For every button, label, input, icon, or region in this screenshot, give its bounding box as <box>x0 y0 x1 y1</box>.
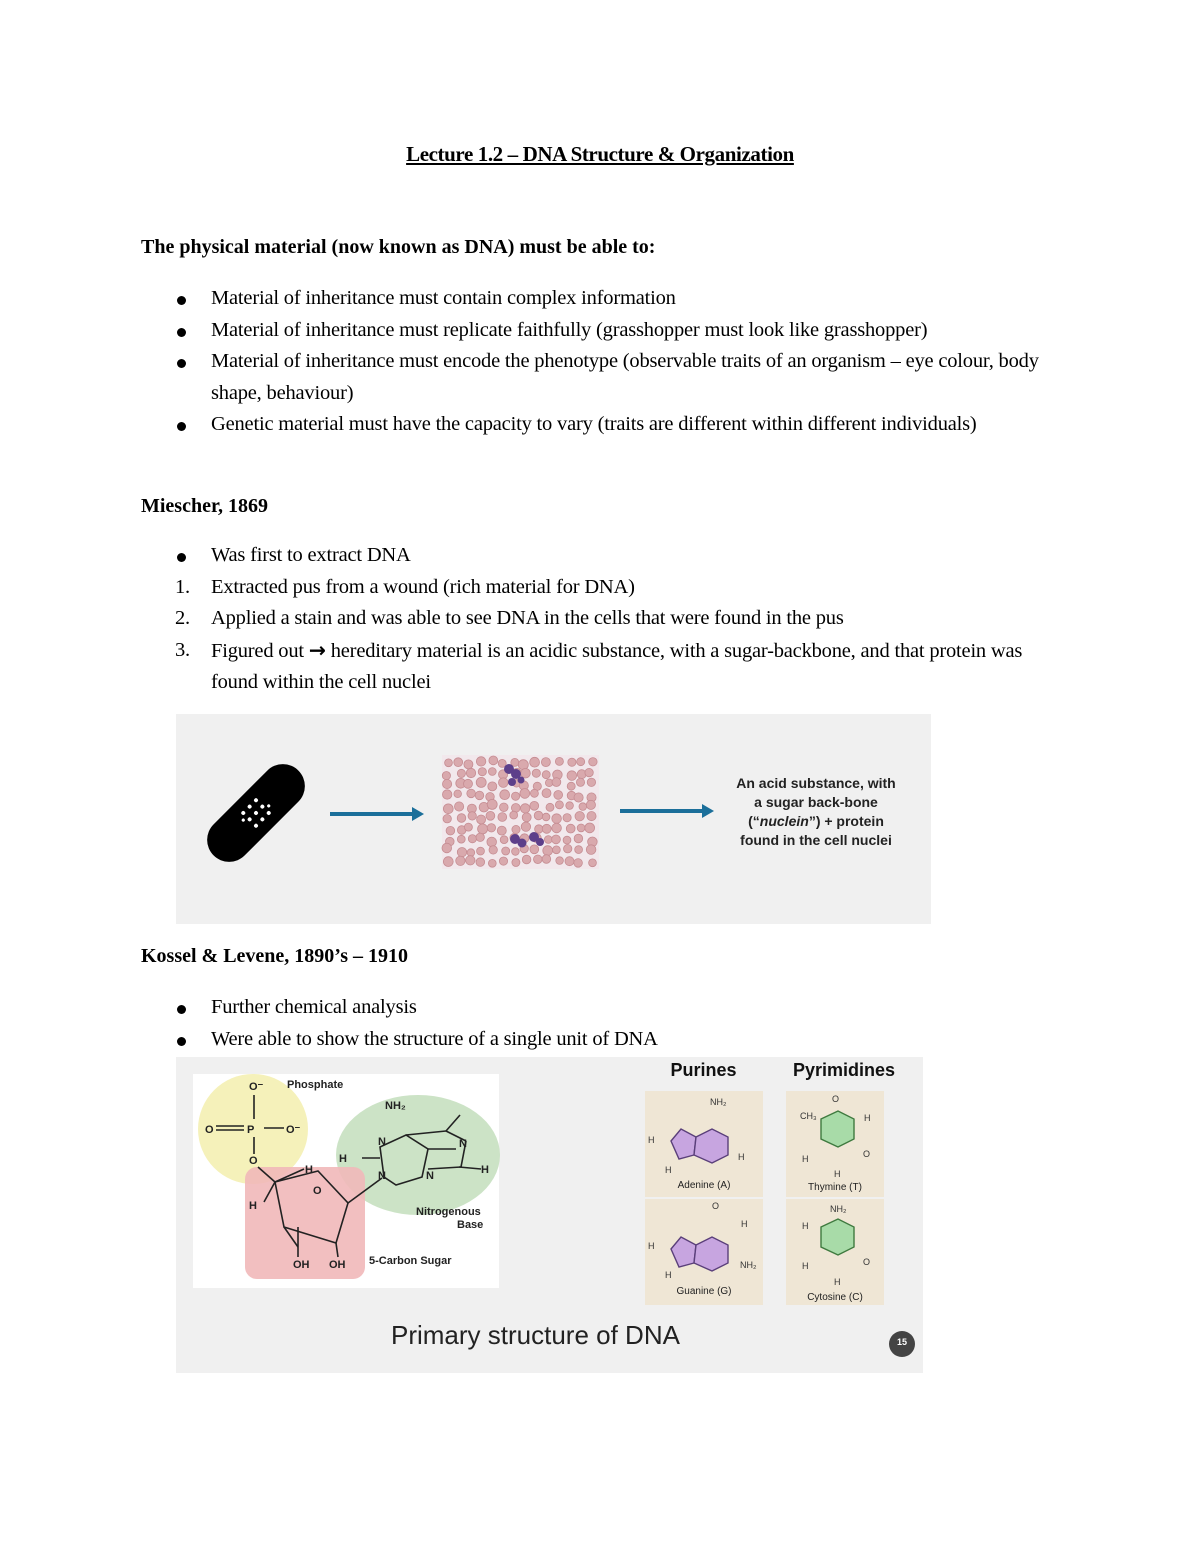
atom-label: O <box>863 1257 871 1267</box>
pyrimidines-label: Pyrimidines <box>792 1060 896 1080</box>
red-blood-cell <box>442 843 452 853</box>
bullet-icon <box>177 328 186 337</box>
red-blood-cell <box>476 757 485 766</box>
red-blood-cell <box>443 804 453 814</box>
arrow-right-icon <box>330 807 424 821</box>
atom-label: CH₃ <box>800 1111 817 1121</box>
red-blood-cell <box>542 789 551 798</box>
red-blood-cell <box>476 833 484 841</box>
bullet-icon <box>177 553 186 562</box>
red-blood-cell <box>535 825 543 833</box>
cytosine-label: Cytosine (C) <box>807 1292 863 1303</box>
phosphate-label: Phosphate <box>287 1079 344 1091</box>
red-blood-cell <box>553 846 561 854</box>
red-blood-cell <box>534 855 543 864</box>
red-blood-cell <box>552 823 562 833</box>
miescher-list <box>141 540 1071 699</box>
atom-label: O <box>863 1149 871 1159</box>
atom-label: H <box>648 1135 655 1145</box>
bullet-icon <box>177 359 186 368</box>
atom-label: NH₂ <box>385 1100 406 1112</box>
atom-label: H <box>802 1221 809 1231</box>
red-blood-cell <box>566 824 575 833</box>
list-item: Material of inheritance must encode the phenotype (observable traits of an organism – eye colour, body shape, behaviour) <box>141 346 1071 409</box>
atom-label: N <box>459 1138 467 1150</box>
red-blood-cell <box>544 836 552 844</box>
dna-structure-figure <box>176 1057 923 1373</box>
atom-label: NH₂ <box>710 1097 727 1107</box>
red-blood-cell <box>586 800 595 809</box>
red-blood-cell <box>574 793 583 802</box>
red-blood-cell <box>466 856 475 865</box>
requirements-list <box>141 283 1071 441</box>
page-title: Lecture 1.2 – DNA Structure & Organization <box>406 142 794 166</box>
red-blood-cell <box>454 790 462 798</box>
red-blood-cell <box>567 771 577 781</box>
red-blood-cell <box>575 812 584 821</box>
red-blood-cell <box>589 859 597 867</box>
atom-label: O⁻ <box>249 1081 264 1093</box>
atom-label: H <box>481 1164 489 1176</box>
red-blood-cell <box>542 771 550 779</box>
red-blood-cell <box>445 759 453 767</box>
red-blood-cell <box>565 857 574 866</box>
atom-label: H <box>665 1165 672 1175</box>
atom-label: O <box>712 1201 720 1211</box>
red-blood-cell <box>500 790 510 800</box>
section-heading-kossel-levene: Kossel & Levene, 1890’s – 1910 <box>141 945 409 967</box>
atom-label: H <box>834 1277 841 1287</box>
red-blood-cell <box>530 845 539 854</box>
red-blood-cell <box>486 811 495 820</box>
red-blood-cell <box>520 789 530 799</box>
red-blood-cell <box>521 822 530 831</box>
red-blood-cell <box>567 782 575 790</box>
red-blood-cell <box>563 814 571 822</box>
miescher-caption: An acid substance, with a sugar back-bone (“nuclein”) + protein found in the cell nuclei <box>736 775 896 848</box>
atom-label: O <box>249 1155 258 1167</box>
bullet-icon <box>177 1005 186 1014</box>
red-blood-cell <box>577 824 585 832</box>
red-blood-cell <box>585 768 593 776</box>
red-blood-cell <box>512 848 520 856</box>
list-item: Genetic material must have the capacity to vary (traits are different within different individuals) <box>141 409 1071 441</box>
red-blood-cell <box>443 815 451 823</box>
list-item: Further chemical analysis <box>141 992 1071 1024</box>
red-blood-cell <box>522 855 531 864</box>
red-blood-cell <box>443 857 453 867</box>
red-blood-cell <box>502 847 510 855</box>
atom-label: H <box>648 1241 655 1251</box>
red-blood-cell <box>454 758 463 767</box>
red-blood-cell <box>488 782 497 791</box>
red-blood-cell <box>467 789 476 798</box>
red-blood-cell <box>488 859 496 867</box>
atom-label: O <box>832 1094 840 1104</box>
red-blood-cell <box>464 823 472 831</box>
atom-label: NH₂ <box>740 1260 757 1270</box>
red-blood-cell <box>542 824 551 833</box>
red-blood-cell <box>512 792 520 800</box>
list-item: Material of inheritance must replicate faithfully (grasshopper must look like grasshopper) <box>141 315 1071 347</box>
red-blood-cell <box>478 768 486 776</box>
red-blood-cell <box>477 815 486 824</box>
red-blood-cell <box>522 813 531 822</box>
red-blood-cell <box>521 804 530 813</box>
red-blood-cell <box>446 826 455 835</box>
atom-label: H <box>738 1152 745 1162</box>
red-blood-cell <box>568 758 576 766</box>
adenine-label: Adenine (A) <box>677 1180 731 1191</box>
atom-label: NH₂ <box>830 1204 847 1214</box>
atom-label: N <box>378 1136 386 1148</box>
red-blood-cell <box>555 801 563 809</box>
list-item: Was first to extract DNA <box>141 540 1071 572</box>
red-blood-cell <box>475 791 484 800</box>
bullet-icon <box>177 1037 186 1046</box>
red-blood-cell <box>530 757 540 767</box>
red-blood-cell <box>589 758 597 766</box>
red-blood-cell <box>443 779 452 788</box>
red-blood-cell <box>546 803 554 811</box>
section-heading-requirements: The physical material (now known as DNA) must be able to: <box>141 236 656 258</box>
red-blood-cell <box>552 778 561 787</box>
atom-label: O <box>313 1185 322 1197</box>
red-blood-cell <box>468 835 476 843</box>
red-blood-cell <box>466 768 475 777</box>
arrow-right-icon <box>620 804 714 818</box>
atom-label: OH <box>293 1259 310 1271</box>
red-blood-cell <box>574 834 583 843</box>
red-blood-cell <box>534 811 543 820</box>
red-blood-cell <box>464 779 473 788</box>
red-blood-cell <box>530 801 539 810</box>
red-blood-cell <box>563 836 571 844</box>
red-blood-cell <box>585 823 595 833</box>
bullet-icon <box>177 296 186 305</box>
red-blood-cell <box>530 789 538 797</box>
atom-label: O⁻ <box>286 1124 301 1136</box>
blood-smear-micrograph <box>442 755 599 869</box>
red-blood-cell <box>489 846 497 854</box>
bandage-icon <box>198 755 314 871</box>
list-item: 2. Applied a stain and was able to see DNA in the cells that were found in the pus <box>175 607 844 629</box>
list-item: 1. Extracted pus from a wound (rich material for DNA) <box>175 575 635 598</box>
red-blood-cell <box>564 845 572 853</box>
atom-label: H <box>834 1169 841 1179</box>
guanine-label: Guanine (G) <box>676 1286 732 1297</box>
red-blood-cell <box>478 824 488 834</box>
atom-label: P <box>247 1124 255 1136</box>
red-blood-cell <box>457 814 466 823</box>
red-blood-cell <box>476 858 485 867</box>
figure-title: Primary structure of DNA <box>391 1320 680 1350</box>
red-blood-cell <box>488 768 496 776</box>
red-blood-cell <box>566 802 574 810</box>
red-blood-cell <box>498 813 507 822</box>
red-blood-cell <box>575 846 583 854</box>
red-blood-cell <box>542 855 551 864</box>
thymine-label: Thymine (T) <box>808 1182 862 1193</box>
atom-label: H <box>665 1270 672 1280</box>
red-blood-cell <box>464 760 473 769</box>
red-blood-cell <box>500 836 508 844</box>
miescher-figure <box>176 714 931 924</box>
atom-label: O <box>205 1124 214 1136</box>
red-blood-cell <box>543 846 553 856</box>
red-blood-cell <box>497 826 506 835</box>
list-item: Were able to show the structure of a single unit of DNA <box>141 1024 1071 1056</box>
red-blood-cell <box>542 813 550 821</box>
atom-label: H <box>339 1153 347 1165</box>
bullet-icon <box>177 422 186 431</box>
base-label-line2: Base <box>457 1219 484 1231</box>
red-blood-cell <box>555 757 563 765</box>
red-blood-cell <box>468 812 476 820</box>
atom-label: H <box>741 1219 748 1229</box>
red-blood-cell <box>587 778 595 786</box>
red-blood-cell <box>552 814 562 824</box>
red-blood-cell <box>442 772 450 780</box>
atom-label: N <box>426 1170 434 1182</box>
red-blood-cell <box>499 857 507 865</box>
red-blood-cell <box>552 835 561 844</box>
red-blood-cell <box>456 856 465 865</box>
red-blood-cell <box>455 802 464 811</box>
red-blood-cell <box>554 791 563 800</box>
red-blood-cell <box>499 778 509 788</box>
red-blood-cell <box>489 756 498 765</box>
kossel-levene-list <box>141 992 1071 1055</box>
atom-label: H <box>249 1200 257 1212</box>
section-heading-miescher: Miescher, 1869 <box>141 495 269 517</box>
red-blood-cell <box>521 768 531 778</box>
atom-label: OH <box>329 1259 346 1271</box>
red-blood-cell <box>574 859 583 868</box>
red-blood-cell <box>487 837 497 847</box>
red-blood-cell <box>512 825 520 833</box>
atom-label: N <box>378 1170 386 1182</box>
slide-number: 15 <box>896 1337 907 1347</box>
red-blood-cell <box>577 758 585 766</box>
red-blood-cell <box>487 824 495 832</box>
red-blood-cell <box>510 811 518 819</box>
red-blood-cell <box>579 803 587 811</box>
sugar-label: 5-Carbon Sugar <box>369 1255 452 1267</box>
red-blood-cell <box>477 847 485 855</box>
red-blood-cell <box>541 758 550 767</box>
arrow-icon: → <box>308 637 326 662</box>
red-blood-cell <box>587 812 596 821</box>
atom-label: H <box>864 1113 871 1123</box>
atom-label: H <box>305 1164 313 1176</box>
red-blood-cell <box>556 857 564 865</box>
red-blood-cell <box>512 859 520 867</box>
red-blood-cell <box>443 790 452 799</box>
list-item: 3. Figured out → hereditary material is an acidic substance, with a sugar-backbone, and that protein was found within the cell nuclei <box>175 637 1023 693</box>
list-item: Material of inheritance must contain complex information <box>141 283 1071 315</box>
red-blood-cell <box>586 845 596 855</box>
purines-label: Purines <box>670 1060 737 1080</box>
red-blood-cell <box>532 769 540 777</box>
red-blood-cell <box>487 799 497 809</box>
base-label-line1: Nitrogenous <box>416 1206 481 1218</box>
red-blood-cell <box>576 778 584 786</box>
red-blood-cell <box>476 777 486 787</box>
atom-label: H <box>802 1154 809 1164</box>
red-blood-cell <box>457 848 466 857</box>
red-blood-cell <box>500 803 509 812</box>
red-blood-cell <box>457 769 465 777</box>
red-blood-cell <box>457 835 465 843</box>
atom-label: H <box>802 1261 809 1271</box>
